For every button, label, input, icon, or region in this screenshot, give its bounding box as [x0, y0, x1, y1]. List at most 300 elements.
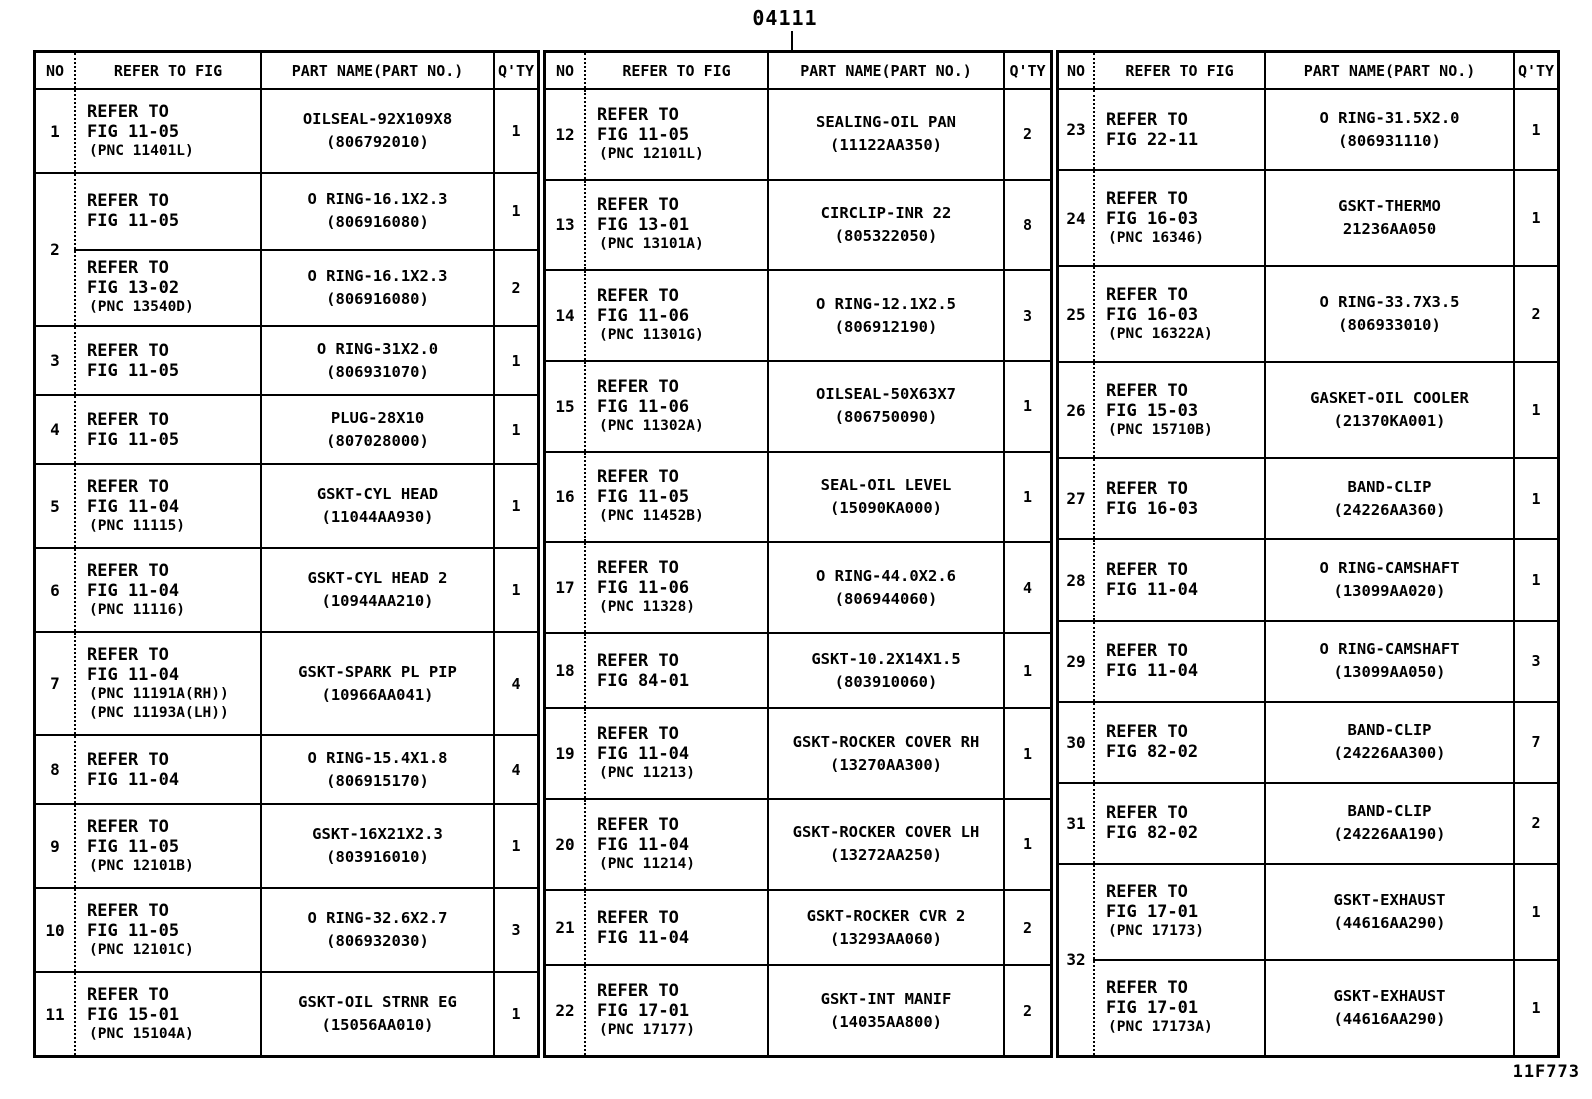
part-name-cell: [260, 327, 493, 394]
refer-line: REFER TO: [87, 409, 169, 430]
refer-line: FIG 11-04: [1106, 661, 1199, 682]
row-number-cell: 13: [555, 215, 575, 235]
table-subrow: [1093, 90, 1557, 169]
refer-line: (PNC 12101L): [599, 145, 704, 162]
refer-line: REFER TO: [87, 258, 169, 279]
refer-line: FIG 11-04: [87, 580, 180, 601]
table-subrow: [1093, 784, 1557, 863]
part-name-line: (13099AA050): [1333, 663, 1446, 682]
part-name-line: (806915170): [326, 771, 429, 790]
refer-line: REFER TO: [597, 104, 679, 125]
header-refer: REFER TO FIG: [1093, 53, 1264, 88]
table-row: [1059, 538, 1557, 619]
part-name-cell: [1264, 865, 1513, 959]
row-number-cell: 24: [1066, 208, 1086, 228]
refer-to-fig-cell: [74, 396, 260, 463]
part-name-line: O RING-31X2.0: [316, 339, 439, 358]
part-name-cell: [260, 736, 493, 803]
parts-table-left: [33, 50, 540, 1058]
table-subrow: [584, 362, 1050, 451]
refer-to-fig-cell: [74, 973, 260, 1055]
subrow-group: [1093, 784, 1557, 863]
refer-line: REFER TO: [87, 340, 169, 361]
refer-to-fig-cell: [1093, 267, 1264, 361]
row-number-cell: 21: [555, 918, 575, 938]
part-name-line: (15056AA010): [321, 1016, 434, 1034]
table-row: [1059, 620, 1557, 701]
refer-to-fig-cell: [584, 709, 767, 798]
refer-to-fig-cell: [584, 800, 767, 889]
quantity-cell: 1: [1513, 171, 1557, 265]
row-number-cell: 26: [1066, 400, 1086, 420]
row-number-cell: 12: [555, 124, 575, 144]
row-number-cell: 7: [50, 674, 60, 693]
part-name-line: O RING-12.1X2.5: [816, 294, 956, 313]
part-name-cell: [767, 90, 1003, 179]
refer-to-fig-cell: [1093, 961, 1264, 1055]
subrow-group: [74, 549, 537, 631]
table-subrow: [584, 181, 1050, 270]
part-name-cell: [1264, 622, 1513, 701]
part-name-cell: [260, 805, 493, 887]
row-number-cell: 5: [50, 496, 60, 516]
part-name-line: (806750090): [834, 408, 938, 427]
subrow-group: [584, 966, 1050, 1055]
part-name-cell: [767, 800, 1003, 889]
row-number-cell: 15: [555, 396, 575, 416]
refer-to-fig-cell: [1093, 171, 1264, 265]
refer-line: REFER TO: [1106, 722, 1188, 743]
refer-line: REFER TO: [87, 191, 169, 212]
part-name-cell: [1264, 703, 1513, 782]
subrow-group: [584, 453, 1050, 542]
refer-line: REFER TO: [87, 816, 169, 837]
refer-to-fig-cell: [584, 453, 767, 542]
table-subrow: [1093, 540, 1557, 619]
refer-line: FIG 11-05: [87, 429, 180, 450]
refer-line: FIG 11-05: [87, 360, 180, 381]
part-name-line: (803910060): [834, 672, 938, 691]
refer-to-fig-cell: [1093, 622, 1264, 701]
table-subrow: [584, 800, 1050, 889]
row-number-cell: 19: [555, 744, 575, 764]
quantity-cell: 2: [1003, 966, 1050, 1055]
subrow-group: [1093, 703, 1557, 782]
part-name-line: O RING-31.5X2.0: [1319, 108, 1460, 127]
header-refer: REFER TO FIG: [74, 53, 260, 88]
quantity-cell: 1: [1513, 961, 1557, 1055]
quantity-cell: 1: [1003, 634, 1050, 708]
quantity-cell: 1: [1513, 459, 1557, 538]
part-name-line: (24226AA190): [1333, 825, 1446, 844]
table-row: [546, 964, 1050, 1055]
refer-line: FIG 11-05: [87, 920, 180, 941]
refer-line: (PNC 17177): [599, 1022, 696, 1039]
part-name-cell: [767, 891, 1003, 965]
quantity-cell: 3: [1513, 622, 1557, 701]
refer-to-fig-cell: [584, 966, 767, 1055]
subrow-group: [584, 891, 1050, 965]
refer-line: REFER TO: [87, 749, 169, 770]
part-name-line: (13272AA250): [830, 846, 942, 865]
part-name-line: O RING-32.6X2.7: [307, 909, 448, 927]
quantity-cell: 1: [1003, 709, 1050, 798]
header-no: NO: [1066, 61, 1086, 80]
part-name-line: (806931070): [326, 362, 429, 381]
table-row: [546, 269, 1050, 360]
part-name-line: (805322050): [834, 226, 938, 245]
table-row: [1059, 782, 1557, 863]
title-leader-line: [791, 31, 793, 50]
row-number-cell: 27: [1066, 489, 1086, 509]
table-header: [546, 53, 1050, 90]
table-subrow: [1093, 959, 1557, 1055]
refer-line: REFER TO: [597, 724, 679, 745]
part-name-cell: [767, 543, 1003, 632]
refer-line: FIG 11-04: [597, 927, 690, 948]
part-name-line: BAND-CLIP: [1347, 721, 1432, 740]
figure-number: 04111: [752, 6, 818, 30]
quantity-cell: 7: [1513, 703, 1557, 782]
part-name-cell: [1264, 459, 1513, 538]
part-name-cell: [767, 453, 1003, 542]
refer-line: REFER TO: [1106, 380, 1188, 401]
refer-line: REFER TO: [597, 907, 679, 928]
refer-line: (PNC 11213): [599, 765, 696, 782]
refer-to-fig-cell: [74, 549, 260, 631]
refer-line: (PNC 15104A): [89, 1025, 194, 1042]
row-number-cell: 31: [1066, 813, 1086, 833]
part-name-line: GSKT-EXHAUST: [1333, 890, 1446, 909]
part-name-line: (806931110): [1338, 131, 1441, 150]
refer-line: (PNC 15710B): [1108, 421, 1213, 438]
part-name-line: (806944060): [834, 589, 938, 608]
refer-to-fig-cell: [74, 465, 260, 547]
table-subrow: [74, 249, 537, 326]
subrow-group: [584, 362, 1050, 451]
table-subrow: [1093, 459, 1557, 538]
table-row: [36, 803, 537, 887]
parts-tables: [33, 50, 1560, 1058]
subrow-group: [74, 736, 537, 803]
table-subrow: [74, 805, 537, 887]
part-name-cell: [767, 709, 1003, 798]
refer-line: FIG 13-01: [597, 215, 690, 236]
row-number-cell: 22: [555, 1001, 575, 1021]
part-name-line: (44616AA290): [1333, 1009, 1446, 1028]
part-name-cell: [260, 889, 493, 971]
part-name-line: GSKT-OIL STRNR EG: [298, 993, 457, 1011]
row-number-cell: 16: [555, 487, 575, 507]
table-body: [546, 90, 1050, 1055]
refer-line: REFER TO: [597, 981, 679, 1002]
refer-line: (PNC 11193A(LH)): [89, 704, 229, 721]
quantity-cell: 1: [493, 805, 537, 887]
refer-line: FIG 11-04: [597, 834, 690, 855]
refer-to-fig-cell: [74, 174, 260, 249]
quantity-cell: 1: [1003, 800, 1050, 889]
table-row: [36, 394, 537, 463]
refer-line: (PNC 11191A(RH)): [89, 685, 229, 702]
refer-line: FIG 15-03: [1106, 400, 1199, 421]
table-subrow: [584, 709, 1050, 798]
part-name-cell: [767, 362, 1003, 451]
part-name-line: (11044AA930): [321, 508, 434, 526]
table-row: [546, 360, 1050, 451]
part-name-line: SEAL-OIL LEVEL: [820, 475, 952, 494]
part-name-line: O RING-16.1X2.3: [307, 190, 448, 209]
part-name-line: (24226AA360): [1333, 500, 1446, 519]
refer-to-fig-cell: [1093, 784, 1264, 863]
table-subrow: [1093, 622, 1557, 701]
table-row: [36, 172, 537, 325]
part-name-line: (807028000): [326, 431, 429, 450]
subrow-group: [74, 174, 537, 325]
table-row: [546, 90, 1050, 179]
part-name-line: BAND-CLIP: [1347, 477, 1432, 496]
part-name-cell: [1264, 961, 1513, 1055]
header-no: NO: [45, 61, 65, 80]
refer-line: (PNC 11302A): [599, 417, 704, 434]
refer-line: FIG 11-04: [87, 496, 180, 517]
header-qty: Q'TY: [1513, 53, 1557, 88]
refer-to-fig-cell: [74, 327, 260, 394]
refer-to-fig-cell: [584, 362, 767, 451]
subrow-group: [74, 889, 537, 971]
part-name-line: (13293AA060): [830, 929, 942, 948]
header-refer: REFER TO FIG: [584, 53, 767, 88]
table-row: [546, 632, 1050, 708]
refer-line: REFER TO: [1106, 560, 1188, 581]
part-name-line: BAND-CLIP: [1347, 802, 1432, 821]
refer-line: REFER TO: [597, 286, 679, 307]
row-number-cell: 1: [50, 121, 60, 141]
refer-line: REFER TO: [87, 476, 169, 497]
header-part: PART NAME(PART NO.): [767, 53, 1003, 88]
table-subrow: [584, 966, 1050, 1055]
table-header: [1059, 53, 1557, 90]
table-row: [546, 451, 1050, 542]
part-name-cell: [260, 465, 493, 547]
part-name-cell: [260, 549, 493, 631]
part-name-cell: [767, 966, 1003, 1055]
part-name-line: GSKT-16X21X2.3: [312, 825, 443, 843]
table-row: [36, 887, 537, 971]
table-subrow: [74, 736, 537, 803]
refer-line: FIG 15-01: [87, 1004, 180, 1025]
quantity-cell: 4: [493, 633, 537, 734]
refer-line: REFER TO: [1106, 882, 1188, 903]
header-qty: Q'TY: [1003, 53, 1050, 88]
refer-line: FIG 16-03: [1106, 208, 1199, 229]
table-header: [36, 53, 537, 90]
table-row: [1059, 265, 1557, 361]
subrow-group: [1093, 363, 1557, 457]
part-name-line: GSKT-CYL HEAD: [316, 485, 439, 503]
refer-line: (PNC 11116): [89, 601, 186, 618]
refer-to-fig-cell: [584, 634, 767, 708]
refer-line: (PNC 11452B): [599, 508, 704, 525]
table-subrow: [74, 633, 537, 734]
row-number-cell: 17: [555, 578, 575, 598]
refer-line: REFER TO: [1106, 478, 1188, 499]
subrow-group: [1093, 865, 1557, 1055]
refer-line: REFER TO: [87, 644, 169, 665]
part-name-line: O RING-44.0X2.6: [816, 566, 956, 585]
part-name-cell: [260, 90, 493, 172]
part-name-cell: [1264, 784, 1513, 863]
refer-line: (PNC 11115): [89, 517, 186, 534]
refer-line: (PNC 13101A): [599, 236, 704, 253]
refer-line: FIG 11-05: [597, 124, 690, 145]
refer-line: (PNC 11328): [599, 599, 696, 616]
part-name-line: O RING-CAMSHAFT: [1319, 559, 1460, 578]
part-name-cell: [260, 973, 493, 1055]
table-row: [546, 798, 1050, 889]
table-row: [1059, 90, 1557, 169]
subrow-group: [584, 800, 1050, 889]
part-name-line: (806916080): [326, 289, 429, 308]
parts-table-right: [1056, 50, 1560, 1058]
table-row: [36, 631, 537, 734]
refer-line: FIG 82-02: [1106, 823, 1199, 844]
part-name-line: GSKT-CYL HEAD 2: [307, 569, 448, 587]
quantity-cell: 1: [1513, 363, 1557, 457]
subrow-group: [74, 465, 537, 547]
header-part: PART NAME(PART NO.): [260, 53, 493, 88]
subrow-group: [74, 973, 537, 1055]
subrow-group: [1093, 90, 1557, 169]
table-subrow: [74, 90, 537, 172]
subrow-group: [1093, 540, 1557, 619]
table-subrow: [584, 453, 1050, 542]
subrow-group: [584, 543, 1050, 632]
refer-line: FIG 11-04: [1106, 580, 1199, 601]
row-number-cell: 10: [45, 920, 65, 940]
row-number-cell: 25: [1066, 304, 1086, 324]
part-name-line: (14035AA800): [830, 1012, 942, 1031]
part-name-line: SEALING-OIL PAN: [816, 113, 956, 132]
table-subrow: [1093, 703, 1557, 782]
refer-line: FIG 11-05: [87, 836, 180, 857]
refer-line: FIG 11-04: [87, 769, 180, 790]
row-number-cell: 20: [555, 834, 575, 854]
table-subrow: [74, 465, 537, 547]
quantity-cell: 1: [493, 327, 537, 394]
table-row: [1059, 169, 1557, 265]
part-name-cell: [260, 251, 493, 326]
refer-line: REFER TO: [597, 814, 679, 835]
refer-to-fig-cell: [1093, 90, 1264, 169]
table-subrow: [74, 973, 537, 1055]
subrow-group: [584, 181, 1050, 270]
subrow-group: [584, 709, 1050, 798]
refer-line: FIG 16-03: [1106, 304, 1199, 325]
quantity-cell: 2: [1513, 267, 1557, 361]
refer-to-fig-cell: [74, 889, 260, 971]
part-name-line: O RING-16.1X2.3: [307, 266, 448, 285]
table-subrow: [584, 543, 1050, 632]
refer-to-fig-cell: [584, 543, 767, 632]
row-number-cell: 6: [50, 580, 60, 600]
row-number-cell: 11: [45, 1004, 65, 1024]
refer-to-fig-cell: [74, 736, 260, 803]
quantity-cell: 1: [1513, 90, 1557, 169]
quantity-cell: 1: [1003, 362, 1050, 451]
part-name-line: 21236AA050: [1342, 220, 1437, 239]
table-row: [546, 889, 1050, 965]
part-name-line: (10966AA041): [321, 685, 434, 704]
part-name-line: GASKET-OIL COOLER: [1310, 389, 1469, 408]
part-name-cell: [1264, 267, 1513, 361]
refer-line: FIG 11-05: [597, 487, 690, 508]
refer-to-fig-cell: [74, 251, 260, 326]
part-name-cell: [767, 181, 1003, 270]
refer-line: REFER TO: [87, 560, 169, 581]
subrow-group: [74, 327, 537, 394]
table-row: [546, 707, 1050, 798]
refer-line: REFER TO: [597, 467, 679, 488]
refer-line: FIG 17-01: [597, 1001, 690, 1022]
quantity-cell: 1: [493, 465, 537, 547]
refer-line: FIG 16-03: [1106, 498, 1199, 519]
part-name-line: GSKT-THERMO: [1338, 197, 1441, 216]
part-name-line: (806933010): [1338, 316, 1441, 335]
refer-line: REFER TO: [1106, 188, 1188, 209]
subrow-group: [74, 396, 537, 463]
table-body: [36, 90, 537, 1055]
quantity-cell: 1: [493, 396, 537, 463]
part-name-line: GSKT-SPARK PL PIP: [298, 662, 457, 681]
refer-line: REFER TO: [597, 558, 679, 579]
row-number-cell: 2: [50, 240, 60, 259]
subrow-group: [1093, 622, 1557, 701]
refer-line: REFER TO: [597, 376, 679, 397]
row-number-cell: 30: [1066, 732, 1086, 752]
part-name-line: (803916010): [326, 848, 429, 866]
refer-to-fig-cell: [584, 181, 767, 270]
refer-line: (PNC 16346): [1108, 229, 1205, 246]
refer-to-fig-cell: [74, 805, 260, 887]
table-row: [36, 734, 537, 803]
refer-line: REFER TO: [597, 195, 679, 216]
part-name-line: O RING-CAMSHAFT: [1319, 640, 1460, 659]
table-subrow: [74, 396, 537, 463]
refer-line: (PNC 11214): [599, 855, 696, 872]
refer-to-fig-cell: [1093, 459, 1264, 538]
part-name-cell: [260, 396, 493, 463]
table-subrow: [1093, 171, 1557, 265]
quantity-cell: 1: [1513, 865, 1557, 959]
part-name-line: (21370KA001): [1333, 412, 1446, 431]
part-name-line: GSKT-10.2X14X1.5: [811, 649, 961, 668]
quantity-cell: 2: [1003, 90, 1050, 179]
quantity-cell: 1: [493, 90, 537, 172]
part-name-line: GSKT-ROCKER CVR 2: [806, 906, 966, 925]
refer-line: (PNC 17173A): [1108, 1019, 1213, 1036]
refer-line: FIG 17-01: [1106, 998, 1199, 1019]
table-subrow: [1093, 865, 1557, 959]
part-name-line: (10944AA210): [321, 592, 434, 610]
refer-line: (PNC 13540D): [89, 299, 194, 316]
refer-to-fig-cell: [1093, 363, 1264, 457]
part-name-line: (806792010): [326, 133, 429, 151]
table-subrow: [1093, 363, 1557, 457]
part-name-line: O RING-15.4X1.8: [307, 748, 448, 767]
refer-line: FIG 11-06: [597, 578, 690, 599]
refer-to-fig-cell: [1093, 540, 1264, 619]
part-name-line: (806912190): [834, 317, 938, 336]
